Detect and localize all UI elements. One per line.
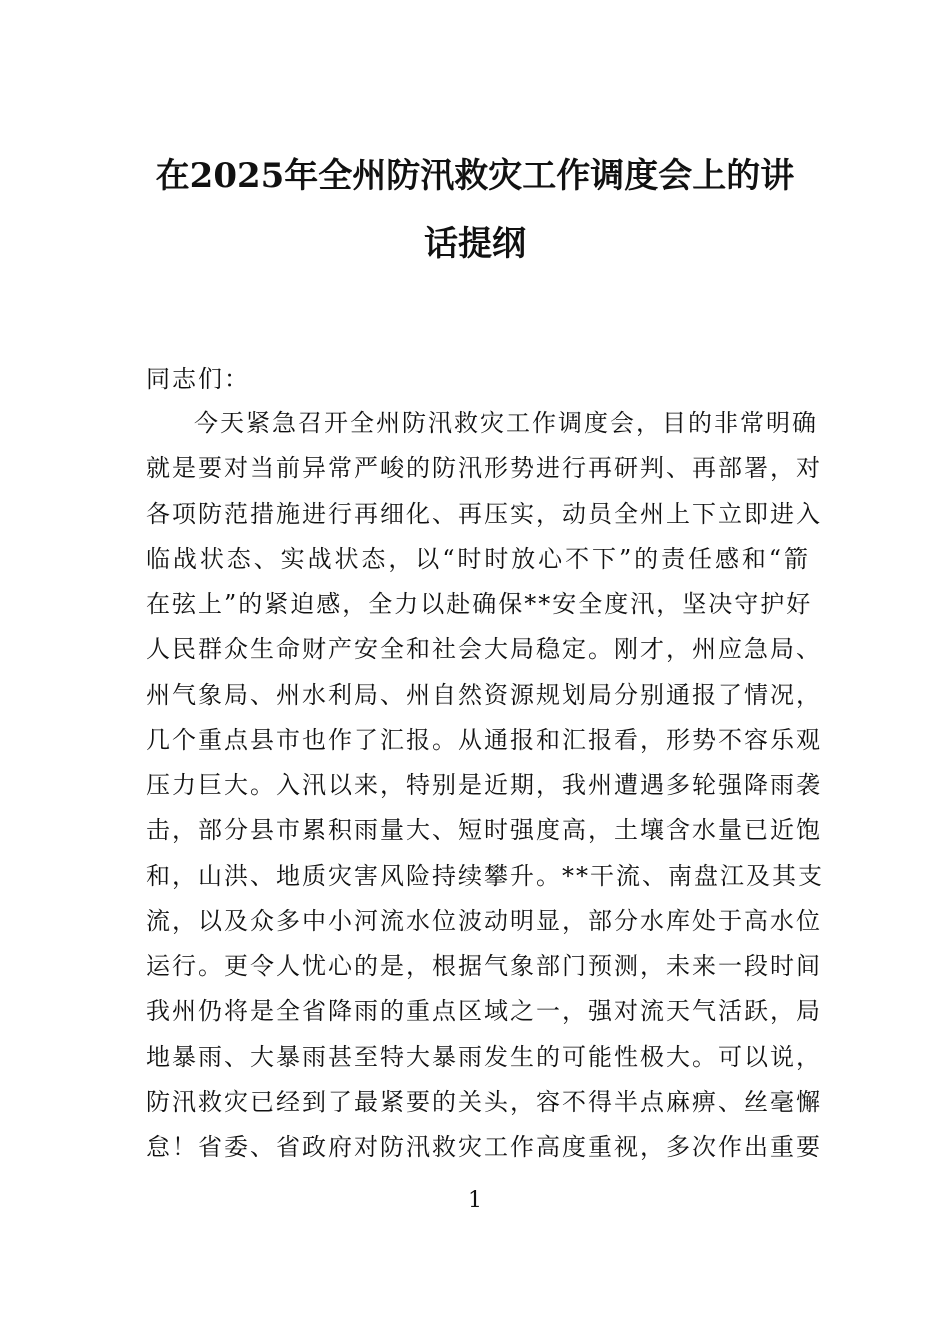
body-line: 几个重点县市也作了汇报。从通报和汇报看，形势不容乐观 xyxy=(146,725,822,754)
document-title-line-1: 在2025年全州防汛救灾工作调度会上的讲 xyxy=(155,156,795,196)
document-title-line-2: 话提纲 xyxy=(424,224,526,264)
body-line: 州气象局、州水利局、州自然资源规划局分别通报了情况， xyxy=(146,680,822,709)
body-line: 今天紧急召开全州防汛救灾工作调度会，目的非常明确 xyxy=(194,409,818,437)
body-line: 我州仍将是全省降雨的重点区域之一，强对流天气活跃，局 xyxy=(146,997,822,1026)
body-line: 临战状态、实战状态，以“时时放心不下”的责任感和“箭 xyxy=(146,544,810,573)
salutation: 同志们： xyxy=(146,365,250,393)
body-line: 流，以及众多中小河流水位波动明显，部分水库处于高水位 xyxy=(146,906,822,935)
body-line: 压力巨大。入汛以来，特别是近期，我州遭遇多轮强降雨袭 xyxy=(146,771,822,799)
body-line: 地暴雨、大暴雨甚至特大暴雨发生的可能性极大。可以说， xyxy=(146,1042,822,1071)
body-line: 运行。更令人忧心的是，根据气象部门预测，未来一段时间 xyxy=(146,952,822,980)
body-line: 和，山洪、地质灾害风险持续攀升。**干流、南盘江及其支 xyxy=(146,861,824,890)
body-line: 在弦上”的紧迫感，全力以赴确保**安全度汛，坚决守护好 xyxy=(146,590,813,618)
page-number: 1 xyxy=(468,1188,482,1213)
body-line: 各项防范措施进行再细化、再压实，动员全州上下立即进入 xyxy=(146,499,822,528)
body-line: 击，部分县市累积雨量大、短时强度高，土壤含水量已近饱 xyxy=(146,816,822,845)
body-line: 防汛救灾已经到了最紧要的关头，容不得半点麻痹、丝毫懈 xyxy=(146,1087,822,1116)
body-line: 就是要对当前异常严峻的防汛形势进行再研判、再部署，对 xyxy=(146,454,822,483)
body-line: 怠！省委、省政府对防汛救灾工作高度重视，多次作出重要 xyxy=(146,1133,822,1161)
body-text xyxy=(146,406,824,1175)
body-line: 人民群众生命财产安全和社会大局稳定。刚才，州应急局、 xyxy=(146,635,822,664)
